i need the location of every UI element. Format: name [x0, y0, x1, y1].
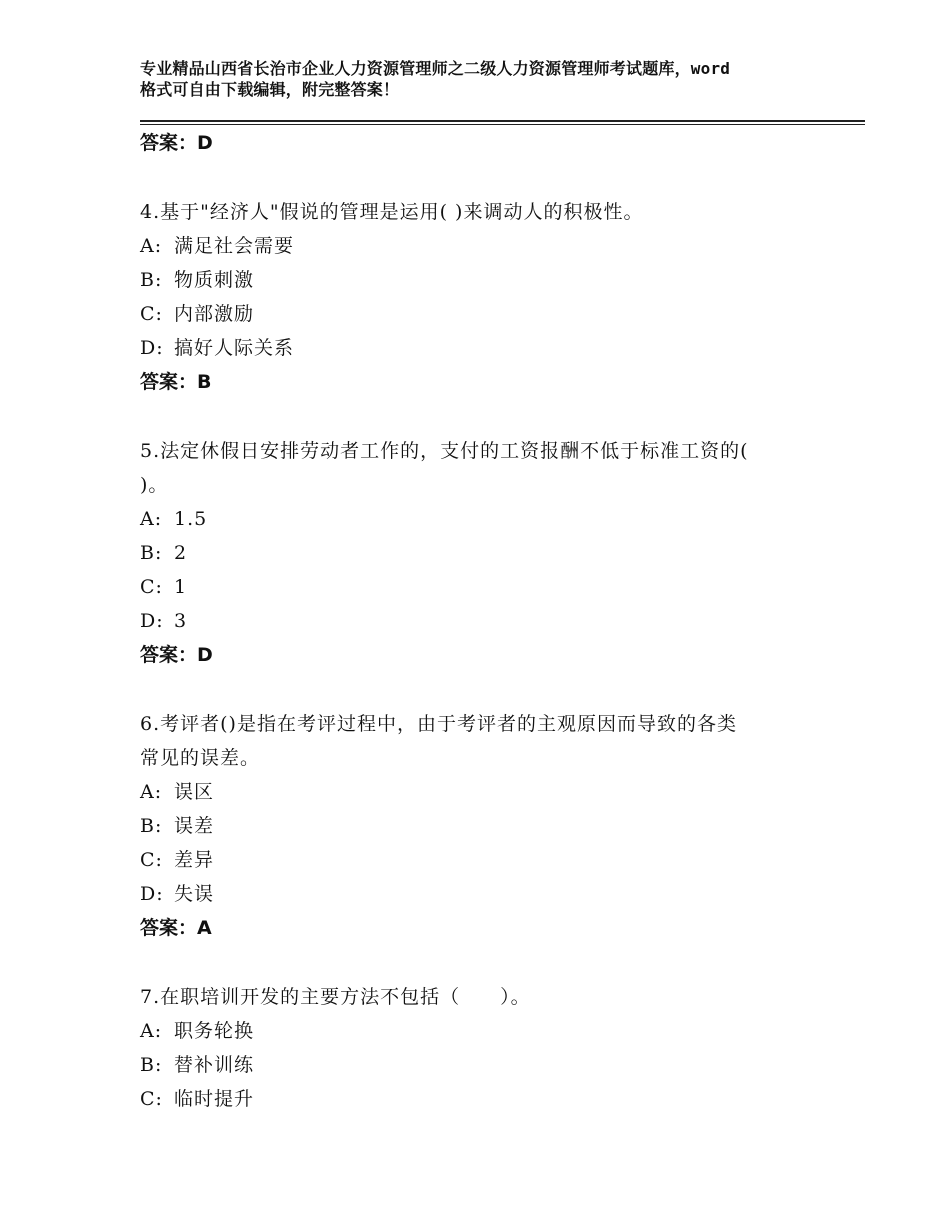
question-6-answer: 答案：A: [140, 917, 212, 939]
question-4-option-d: D: 搞好人际关系: [140, 337, 295, 359]
question-4-option-c: C: 内部激励: [140, 303, 255, 325]
question-5-option-a: A: 1.5: [140, 508, 208, 530]
question-6-option-b: B: 误差: [140, 815, 215, 837]
question-5-answer: 答案：D: [140, 644, 213, 666]
question-5-option-c: C: 1: [140, 576, 188, 598]
question-7-option-a: A: 职务轮换: [140, 1020, 255, 1042]
header-divider-thin: [140, 124, 865, 125]
question-5-stem: 5.法定休假日安排劳动者工作的，支付的工资报酬不低于标准工资的( )。: [140, 440, 749, 496]
question-6-option-a: A: 误区: [140, 781, 215, 803]
question-6-option-c: C: 差异: [140, 849, 215, 871]
header-line-2: 格式可自由下载编辑，附完整答案！: [140, 80, 400, 99]
question-7-stem: 7.在职培训开发的主要方法不包括（ ）。: [140, 986, 531, 1008]
document-header: [140, 58, 830, 100]
question-4-stem: 4.基于"经济人"假说的管理是运用( )来调动人的积极性。: [140, 201, 644, 223]
header-line-1: 专业精品山西省长治市企业人力资源管理师之二级人力资源管理师考试题库，word: [140, 59, 731, 78]
question-6-stem: 6.考评者()是指在考评过程中，由于考评者的主观原因而导致的各类 常见的误差。: [140, 713, 737, 769]
question-7-option-b: B: 替补训练: [140, 1054, 255, 1076]
header-divider: [140, 120, 865, 122]
question-4-option-a: A: 满足社会需要: [140, 235, 295, 257]
question-5-option-b: B: 2: [140, 542, 188, 564]
question-4-answer: 答案：B: [140, 371, 212, 393]
question-6-option-d: D: 失误: [140, 883, 215, 905]
question-4-option-b: B: 物质刺激: [140, 269, 255, 291]
question-7-option-c: C: 临时提升: [140, 1088, 255, 1110]
question-5-option-d: D: 3: [140, 610, 188, 632]
answer-label: 答案：D: [140, 132, 213, 154]
